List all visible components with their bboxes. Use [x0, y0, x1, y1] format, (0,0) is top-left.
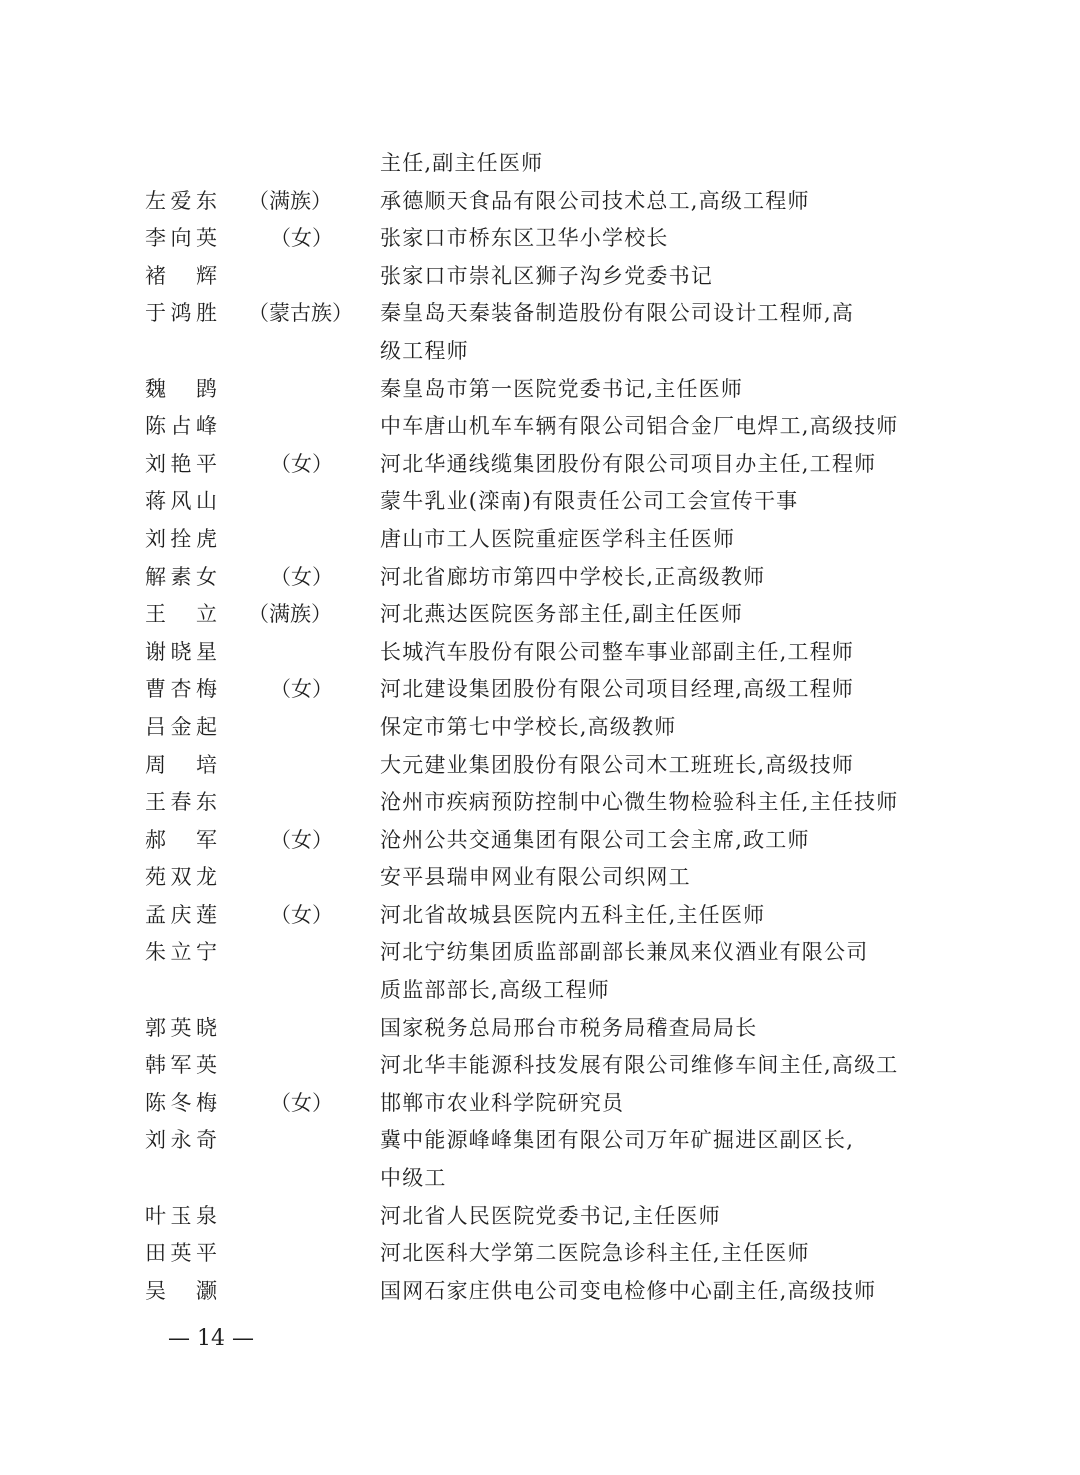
person-name: 孟 庆 莲	[145, 902, 217, 927]
person-title: 河北省人民医院党委书记,主任医师	[380, 1203, 721, 1228]
person-name: 褚 辉	[145, 263, 217, 288]
person-title: 唐山市工人医院重症医学科主任医师	[380, 526, 736, 551]
person-title: 质监部部长,高级工程师	[380, 978, 610, 1003]
list-item	[0, 1160, 1080, 1198]
list-item	[0, 859, 1080, 897]
person-name: 周 培	[145, 752, 217, 777]
person-title: 承德顺天食品有限公司技术总工,高级工程师	[380, 188, 810, 213]
person-title: 秦皇岛天秦装备制造股份有限公司设计工程师,高	[380, 301, 855, 326]
person-note: （女）	[270, 226, 333, 251]
list-item	[0, 897, 1080, 935]
person-title: 沧州公共交通集团有限公司工会主席,政工师	[380, 827, 810, 852]
person-title: 大元建业集团股份有限公司木工班班长,高级技师	[380, 752, 855, 777]
list-item	[0, 408, 1080, 446]
list-item	[0, 258, 1080, 296]
person-title: 河北宁纺集团质监部副部长兼凤来仪酒业有限公司	[380, 940, 869, 965]
person-name: 吴 灏	[145, 1278, 217, 1303]
list-item	[0, 1235, 1080, 1273]
list-item	[0, 1085, 1080, 1123]
person-note: （女）	[270, 902, 333, 927]
person-note: （蒙古族）	[248, 301, 353, 326]
list-item	[0, 1198, 1080, 1236]
person-title: 级工程师	[380, 338, 469, 363]
person-note: （满族）	[248, 602, 332, 627]
person-name: 曹 杏 梅	[145, 677, 217, 702]
person-name: 李 向 英	[145, 226, 217, 251]
list-item	[0, 371, 1080, 409]
list-item	[0, 1122, 1080, 1160]
person-title: 河北医科大学第二医院急诊科主任,主任医师	[380, 1241, 810, 1266]
person-name: 陈 占 峰	[145, 414, 217, 439]
list-item	[0, 822, 1080, 860]
person-name: 田 英 平	[145, 1241, 217, 1266]
person-name: 魏 鹍	[145, 376, 217, 401]
person-title: 安平县瑞申网业有限公司织网工	[380, 865, 691, 890]
person-title: 保定市第七中学校长,高级教师	[380, 714, 677, 739]
list-item	[0, 784, 1080, 822]
person-title: 国网石家庄供电公司变电检修中心副主任,高级技师	[380, 1278, 877, 1303]
person-title: 河北燕达医院医务部主任,副主任医师	[380, 602, 744, 627]
page-number: — 14 —	[168, 1326, 254, 1351]
person-title: 沧州市疾病预防控制中心微生物检验科主任,主任技师	[380, 790, 899, 815]
person-title: 河北省故城县医院内五科主任,主任医师	[380, 902, 766, 927]
person-note: （女）	[270, 451, 333, 476]
list-item	[0, 559, 1080, 597]
list-item	[0, 972, 1080, 1010]
list-item	[0, 145, 1080, 183]
person-title: 张家口市崇礼区狮子沟乡党委书记	[380, 263, 713, 288]
person-name: 刘 拴 虎	[145, 526, 217, 551]
list-item	[0, 183, 1080, 221]
list-item	[0, 709, 1080, 747]
person-name: 王 立	[145, 602, 217, 627]
person-title: 秦皇岛市第一医院党委书记,主任医师	[380, 376, 744, 401]
person-title: 邯郸市农业科学院研究员	[380, 1090, 625, 1115]
person-title: 河北华丰能源科技发展有限公司维修车间主任,高级工	[380, 1053, 899, 1078]
list-item	[0, 634, 1080, 672]
person-title: 蒙牛乳业(滦南)有限责任公司工会宣传干事	[380, 489, 799, 514]
person-title: 张家口市桥东区卫华小学校长	[380, 226, 669, 251]
list-item	[0, 671, 1080, 709]
name-list	[0, 145, 1080, 1310]
person-title: 河北省廊坊市第四中学校长,正高级教师	[380, 564, 766, 589]
list-item	[0, 1010, 1080, 1048]
person-name: 王 春 东	[145, 790, 217, 815]
list-item	[0, 446, 1080, 484]
person-name: 叶 玉 泉	[145, 1203, 217, 1228]
person-name: 韩 军 英	[145, 1053, 217, 1078]
person-name: 郝 军	[145, 827, 217, 852]
person-name: 蒋 风 山	[145, 489, 217, 514]
person-note: （女）	[270, 1090, 333, 1115]
list-item	[0, 483, 1080, 521]
list-item	[0, 1273, 1080, 1311]
person-title: 河北建设集团股份有限公司项目经理,高级工程师	[380, 677, 855, 702]
person-note: （女）	[270, 564, 333, 589]
person-name: 于 鸿 胜	[145, 301, 217, 326]
person-title: 长城汽车股份有限公司整车事业部副主任,工程师	[380, 639, 855, 664]
list-item	[0, 747, 1080, 785]
person-name: 朱 立 宁	[145, 940, 217, 965]
person-title: 冀中能源峰峰集团有限公司万年矿掘进区副区长,	[380, 1128, 855, 1153]
list-item	[0, 295, 1080, 333]
person-note: （女）	[270, 677, 333, 702]
person-note: （女）	[270, 827, 333, 852]
person-name: 陈 冬 梅	[145, 1090, 217, 1115]
person-title: 主任,副主任医师	[380, 151, 544, 175]
person-title: 河北华通线缆集团股份有限公司项目办主任,工程师	[380, 451, 877, 476]
person-note: （满族）	[248, 188, 332, 213]
person-name: 吕 金 起	[145, 714, 217, 739]
list-item	[0, 596, 1080, 634]
person-name: 刘 永 奇	[145, 1128, 217, 1153]
person-name: 郭 英 晓	[145, 1015, 217, 1040]
person-name: 刘 艳 平	[145, 451, 217, 476]
list-item	[0, 934, 1080, 972]
person-title: 国家税务总局邢台市税务局稽查局局长	[380, 1015, 758, 1040]
person-title: 中车唐山机车车辆有限公司铝合金厂电焊工,高级技师	[380, 414, 899, 439]
person-name: 苑 双 龙	[145, 865, 217, 890]
person-title: 中级工	[380, 1166, 447, 1191]
list-item	[0, 333, 1080, 371]
list-item	[0, 220, 1080, 258]
list-item	[0, 1047, 1080, 1085]
person-name: 左 爱 东	[145, 188, 217, 213]
person-name: 解 素 女	[145, 564, 217, 589]
list-item	[0, 521, 1080, 559]
person-name: 谢 晓 星	[145, 639, 217, 664]
